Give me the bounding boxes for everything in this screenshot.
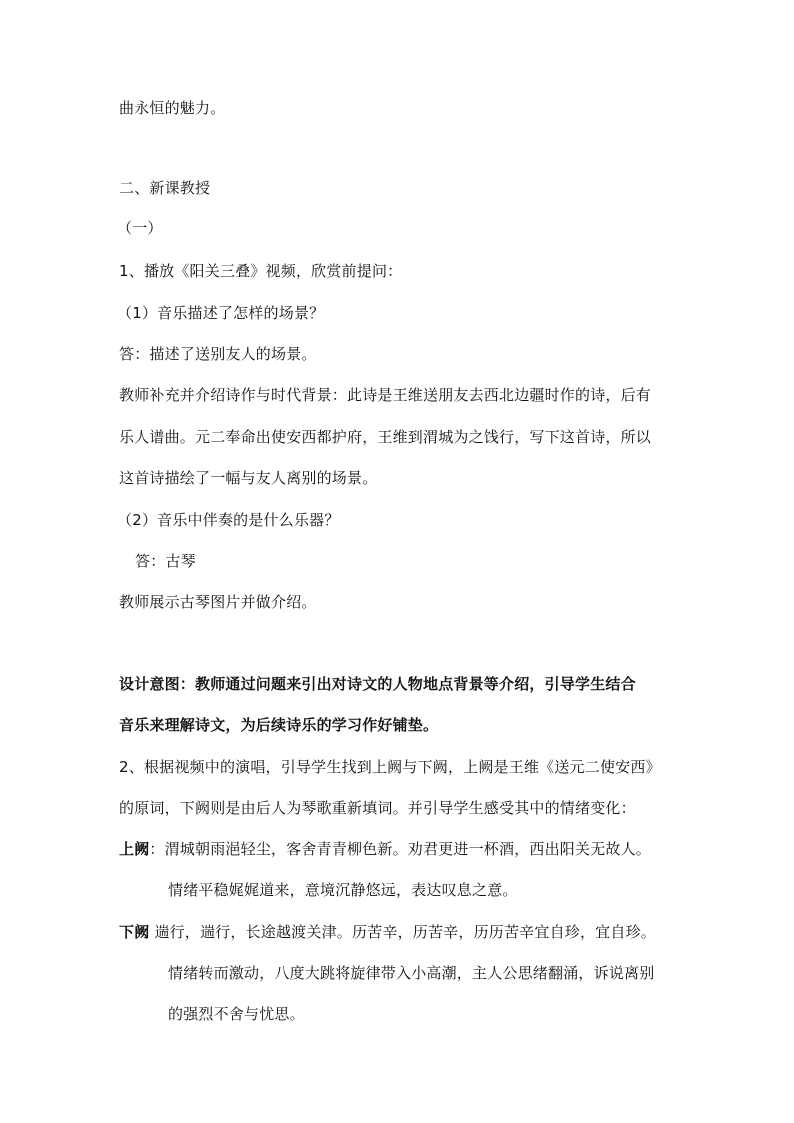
question-line: （2）音乐中伴奏的是什么乐器？	[117, 511, 340, 529]
text-line: 曲永恒的魅力。	[119, 99, 226, 117]
design-intent-line: 设计意图：教师通过问题来引出对诗文的人物地点背景等介绍，引导学生结合	[119, 675, 636, 693]
subsection-heading: （一）	[117, 219, 163, 237]
upper-stanza-text: ：渭城朝雨浥轻尘，客舍青青柳色新。劝君更进一杯酒，西出阳关无故人。	[149, 840, 652, 858]
text-line: 教师补充并介绍诗作与时代背景：此诗是王维送朋友去西北边疆时作的诗，后有	[119, 386, 652, 404]
answer-line: 答：描述了送别友人的场景。	[119, 345, 317, 363]
text-line: 情绪平稳娓娓道来，意境沉静悠远，表达叹息之意。	[168, 881, 518, 899]
question-line: （1）音乐描述了怎样的场景？	[117, 304, 325, 322]
text-line: 2、根据视频中的演唱，引导学生找到上阙与下阙，上阙是王维《送元二使安西》	[119, 758, 661, 776]
text-line: 1、播放《阳关三叠》视频，欣赏前提问：	[119, 262, 403, 280]
lower-stanza-line	[119, 922, 656, 942]
section-heading: 二、新课教授	[119, 179, 211, 197]
upper-stanza-label: 上阙	[119, 840, 150, 858]
text-line: 情绪转而激动，八度大跳将旋律带入小高潮，主人公思绪翻涌，诉说离别	[168, 964, 655, 982]
upper-stanza-line	[119, 839, 651, 859]
text-line: 这首诗描绘了一幅与友人离别的场景。	[119, 469, 378, 487]
text-line: 乐人谱曲。元二奉命出使安西都护府，王维到渭城为之饯行，写下这首诗，所以	[119, 428, 652, 446]
lower-stanza-label: 下阙	[119, 923, 150, 941]
design-intent-line: 音乐来理解诗文，为后续诗乐的学习作好铺垫。	[119, 716, 439, 734]
answer-line: 答：古琴	[135, 552, 196, 570]
text-line: 的原词，下阙则是由后人为琴歌重新填词。并引导学生感受其中的情绪变化：	[119, 799, 636, 817]
text-line: 教师展示古琴图片并做介绍。	[119, 593, 317, 611]
text-line: 的强烈不舍与忧思。	[168, 1005, 305, 1023]
lower-stanza-text: 遄行，遄行，长途越渡关津。历苦辛，历苦辛，历历苦辛宜自珍，宜自珍。	[149, 923, 656, 941]
